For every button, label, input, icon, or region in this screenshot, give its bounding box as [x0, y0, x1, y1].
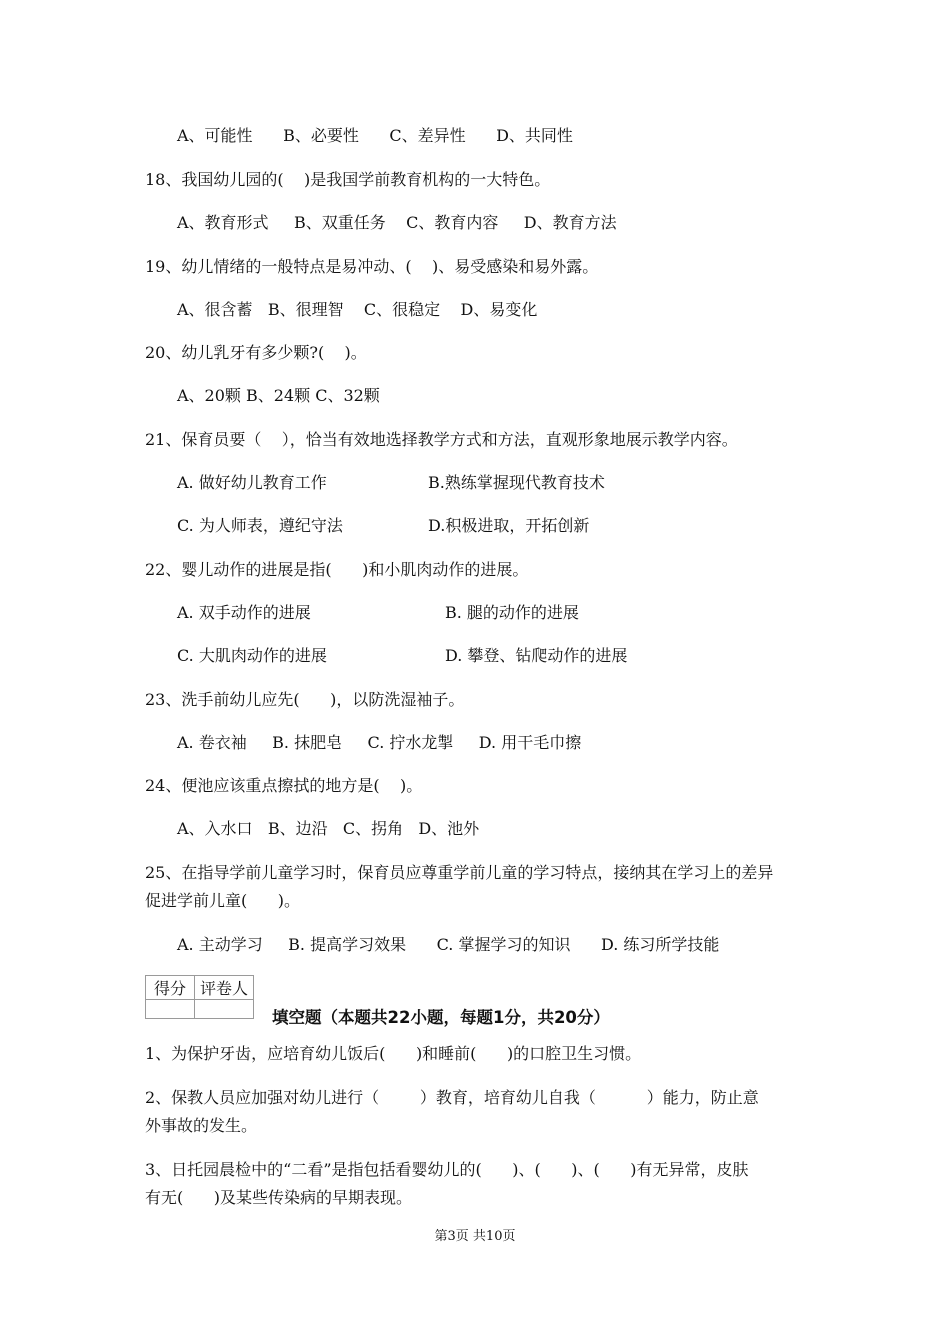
- fill-question-3-line1: 3、日托园晨检中的“二看”是指包括看婴幼儿的( )、( )、( )有无异常，皮肤: [145, 1160, 749, 1179]
- q22-option-b: B. 腿的动作的进展: [445, 603, 579, 622]
- fill-question-2-line1: 2、保教人员应加强对幼儿进行（ ）教育，培育幼儿自我（ ）能力，防止意: [145, 1088, 759, 1107]
- fill-question-3-line2: 有无( )及某些传染病的早期表现。: [145, 1188, 413, 1207]
- q22-stem: 22、婴儿动作的进展是指( )和小肌肉动作的进展。: [145, 560, 529, 579]
- q21-option-c: C. 为人师表，遵纪守法: [177, 516, 343, 535]
- q22-option-c: C. 大肌肉动作的进展: [177, 646, 327, 665]
- q18-stem: 18、我国幼儿园的( )是我国学前教育机构的一大特色。: [145, 170, 551, 189]
- reviewer-cell: [195, 1000, 254, 1019]
- score-label: 得分: [146, 976, 195, 1000]
- q23-stem: 23、洗手前幼儿应先( )，以防洗湿袖子。: [145, 690, 465, 709]
- q18-options: A、教育形式 B、双重任务 C、教育内容 D、教育方法: [177, 213, 617, 232]
- score-box: [145, 975, 254, 1019]
- page-footer: 第3页 共10页: [434, 1229, 516, 1244]
- section-title: 填空题（本题共22小题，每题1分，共20分）: [272, 1008, 610, 1027]
- q25-stem-line2: 促进学前儿童( )。: [145, 891, 301, 910]
- q24-stem: 24、便池应该重点擦拭的地方是( )。: [145, 776, 423, 795]
- q21-option-b: B.熟练掌握现代教育技术: [428, 473, 605, 492]
- q23-options: A. 卷衣袖 B. 抹肥皂 C. 拧水龙掣 D. 用干毛巾擦: [177, 733, 582, 752]
- fill-question-2-line2: 外事故的发生。: [145, 1116, 258, 1135]
- q20-options: A、20颗 B、24颗 C、32颗: [177, 386, 380, 405]
- q17-options: A、可能性 B、必要性 C、差异性 D、共同性: [177, 126, 573, 145]
- q21-option-d: D.积极进取，开拓创新: [428, 516, 590, 535]
- q25-options: A. 主动学习 B. 提高学习效果 C. 掌握学习的知识 D. 练习所学技能: [177, 935, 720, 954]
- q19-stem: 19、幼儿情绪的一般特点是易冲动、( )、易受感染和易外露。: [145, 257, 599, 276]
- q20-stem: 20、幼儿乳牙有多少颗?( )。: [145, 343, 367, 362]
- score-cell: [146, 1000, 195, 1019]
- fill-question-1: 1、为保护牙齿，应培育幼儿饭后( )和睡前( )的口腔卫生习惯。: [145, 1044, 642, 1063]
- q22-option-a: A. 双手动作的进展: [177, 603, 311, 622]
- q21-option-a: A. 做好幼儿教育工作: [177, 473, 327, 492]
- q19-options: A、很含蓄 B、很理智 C、很稳定 D、易变化: [177, 300, 538, 319]
- q21-stem: 21、保育员要（ ），恰当有效地选择教学方式和方法，直观形象地展示教学内容。: [145, 430, 738, 449]
- q25-stem-line1: 25、在指导学前儿童学习时，保育员应尊重学前儿童的学习特点，接纳其在学习上的差异: [145, 863, 774, 882]
- q22-option-d: D. 攀登、钻爬动作的进展: [445, 646, 628, 665]
- reviewer-label: 评卷人: [195, 976, 254, 1000]
- q24-options: A、入水口 B、边沿 C、拐角 D、池外: [177, 819, 480, 838]
